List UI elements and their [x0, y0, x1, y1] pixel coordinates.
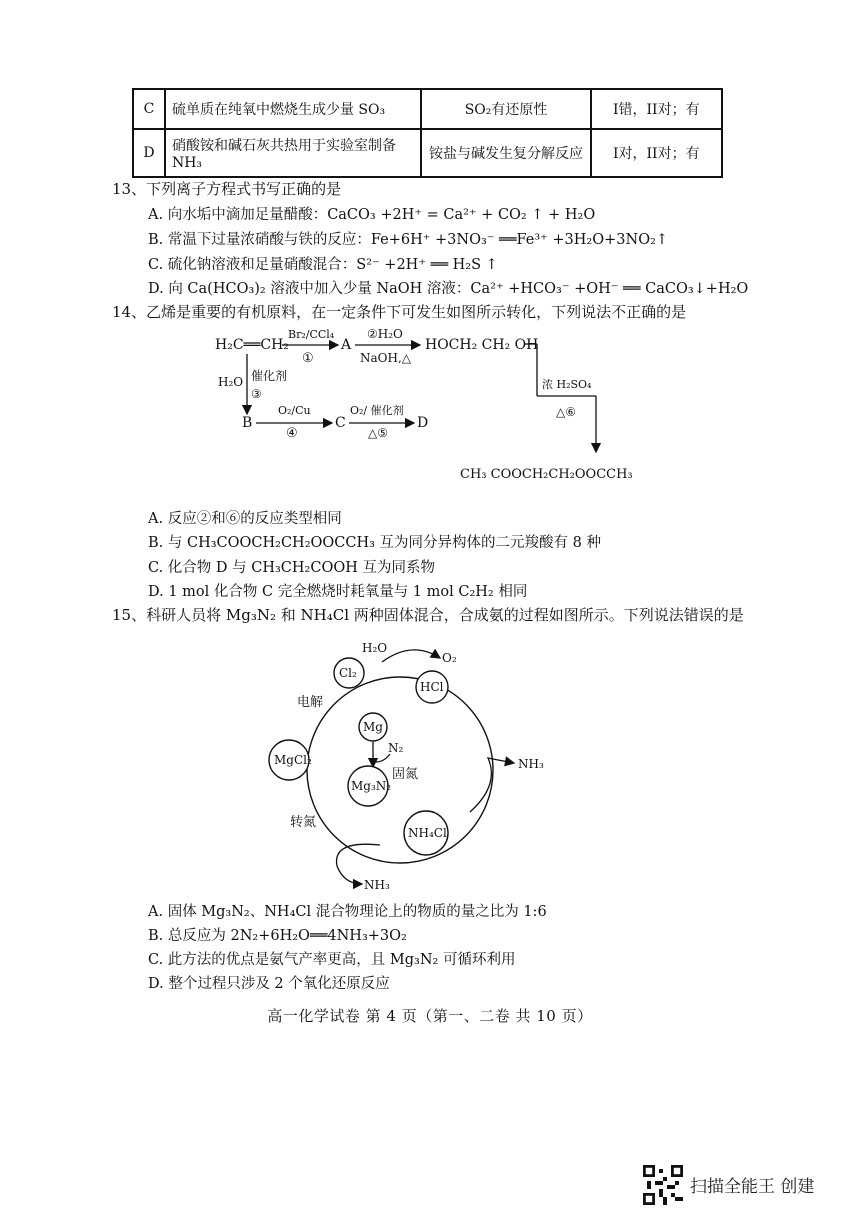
transfer-n-label: 转氮	[290, 815, 317, 830]
fix-n-label: 固氮	[392, 767, 419, 782]
r3-catalyst: 催化剂	[251, 369, 288, 383]
table-row	[133, 129, 722, 177]
row-label: C	[133, 89, 165, 129]
row-reason: SO₂有还原性	[421, 89, 590, 129]
q13-option-d: D. 向 Ca(HCO₃)₂ 溶液中加入少量 NaOH 溶液：Ca²⁺ +HCO₃⁻ +OH⁻ ══ CaCO₃↓+H₂O	[148, 281, 749, 297]
water-arc-arrow	[382, 650, 440, 662]
r5-reagent: O₂/ 催化剂	[350, 404, 404, 417]
compound-a: A	[341, 337, 352, 353]
compound-b: B	[242, 415, 253, 431]
arrow-n2	[376, 754, 390, 762]
row-judgement: I对，II对；有	[591, 129, 722, 177]
q13-option-c: C. 硫化钠溶液和足量硝酸混合：S²⁻ +2H⁺ ══ H₂S ↑	[148, 257, 498, 273]
ethylene-formula: H₂C══CH₂	[215, 337, 289, 353]
r6-number: △⑥	[556, 405, 576, 419]
r1-reagent: Br₂/CCl₄	[288, 328, 335, 341]
q14-stem: 14、乙烯是重要的有机原料，在一定条件下可发生如图所示转化，下列说法不正确的是	[112, 303, 687, 321]
cl2-label: Cl₂	[339, 666, 357, 680]
r4-number: ④	[286, 426, 298, 441]
ester-product: CH₃ COOCH₂CH₂OOCCH₃	[460, 467, 633, 482]
o2-label: O₂	[442, 651, 457, 665]
scanner-watermark: 扫描全能王 创建	[690, 1177, 815, 1197]
q14-option-b: B. 与 CH₃COOCH₂CH₂OOCCH₃ 互为同分异构体的二元羧酸有 8 种	[148, 535, 601, 551]
q15-stem: 15、科研人员将 Mg₃N₂ 和 NH₄Cl 两种固体混合，合成氨的过程如图所示。下列说法错误的是	[112, 606, 744, 624]
q15-option-a: A. 固体 Mg₃N₂、NH₄Cl 混合物理论上的物质的量之比为 1:6	[148, 904, 547, 920]
q13-option-b: B. 常温下过量浓硝酸与铁的反应：Fe+6H⁺ +3NO₃⁻ ══Fe³⁺ +3H₂O+3NO₂↑	[148, 232, 669, 248]
r4-reagent: O₂/Cu	[278, 404, 311, 417]
row-statement: 硫单质在纯氧中燃烧生成少量 SO₃	[165, 89, 422, 129]
q14-option-c: C. 化合物 D 与 CH₃CH₂COOH 互为同系物	[148, 560, 435, 576]
qr-code-icon	[643, 1165, 683, 1205]
q15-option-d: D. 整个过程只涉及 2 个氧化还原反应	[148, 976, 390, 992]
q15-option-b: B. 总反应为 2N₂+6H₂O══4NH₃+3O₂	[148, 928, 407, 944]
page-footer: 高一化学试卷 第 4 页（第一、二卷 共 10 页）	[267, 1007, 593, 1025]
electrolysis-label: 电解	[297, 695, 324, 710]
q14-option-a: A. 反应②和⑥的反应类型相同	[148, 511, 342, 527]
compound-c: C	[335, 415, 346, 431]
judgement-table	[132, 88, 723, 178]
q13-stem: 13、下列离子方程式书写正确的是	[112, 180, 342, 198]
row-label: D	[133, 129, 165, 177]
hcl-label: HCl	[420, 680, 444, 694]
mg3n2-label: Mg₃N₂	[351, 779, 392, 793]
ethylene-glycol: HOCH₂ CH₂ OH	[425, 337, 539, 353]
compound-d: D	[417, 415, 429, 431]
q15-cycle-diagram	[262, 640, 582, 900]
n2-label: N₂	[388, 741, 404, 755]
row-judgement: I错，II对；有	[591, 89, 722, 129]
r2-reagent-top: ②H₂O	[367, 327, 403, 341]
q15-option-c: C. 此方法的优点是氨气产率更高，且 Mg₃N₂ 可循环利用	[148, 952, 516, 968]
q14-reaction-diagram	[200, 320, 640, 500]
nh3-bottom-label: NH₃	[364, 878, 390, 892]
nh3-right-label: NH₃	[518, 757, 544, 771]
r3-reagent: H₂O	[218, 375, 244, 389]
r1-number: ①	[302, 351, 314, 366]
row-reason: 铵盐与碱发生复分解反应	[421, 129, 590, 177]
q14-option-d: D. 1 mol 化合物 C 完全燃烧时耗氧量与 1 mol C₂H₂ 相同	[148, 584, 528, 600]
h2o-label: H₂O	[362, 641, 388, 655]
r2-reagent-bottom: NaOH,△	[360, 351, 411, 365]
r3-number: ③	[251, 387, 262, 401]
mgcl2-label: MgCl₂	[274, 753, 312, 767]
table-row	[133, 89, 722, 129]
nh4cl-label: NH₄Cl	[408, 826, 447, 840]
q13-option-a: A. 向水垢中滴加足量醋酸：CaCO₃ +2H⁺ = Ca²⁺ + CO₂ ↑ + H₂O	[148, 207, 596, 223]
r5-number: △⑤	[368, 426, 388, 440]
r6-reagent: 浓 H₂SO₄	[542, 378, 592, 391]
row-statement: 硝酸铵和碱石灰共热用于实验室制备NH₃	[165, 129, 422, 177]
mg-label: Mg	[363, 720, 383, 734]
